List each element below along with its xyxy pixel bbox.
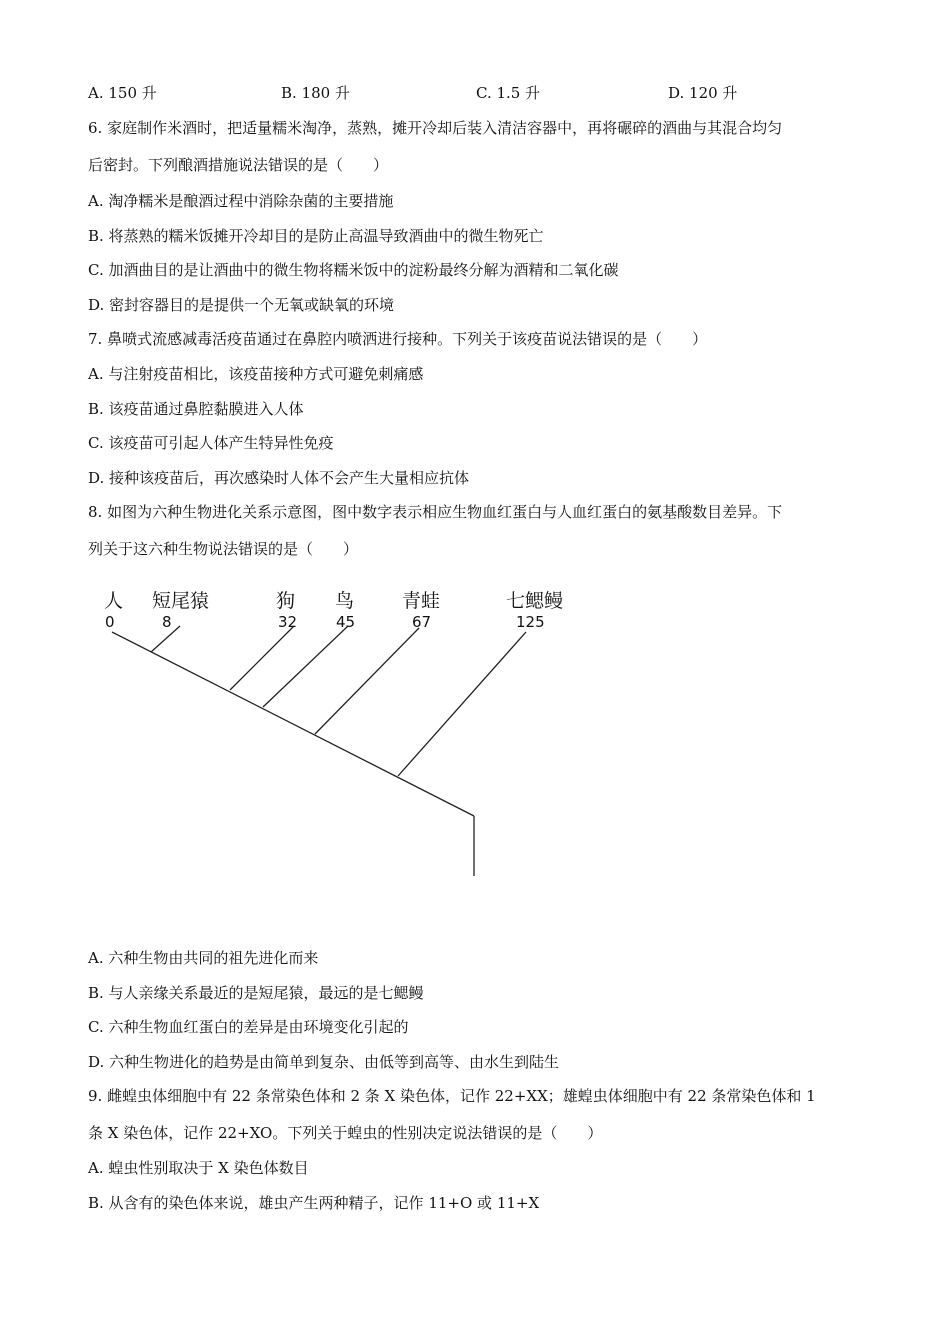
q8-option-b: B. 与人亲缘关系最近的是短尾猿，最远的是七鳃鳗 bbox=[88, 984, 424, 1002]
q7-option-b: B. 该疫苗通过鼻腔黏膜进入人体 bbox=[88, 400, 304, 418]
q9-stem-line2: 条 X 染色体，记作 22+XO。下列关于蝗虫的性别决定说法错误的是（ ） bbox=[88, 1124, 603, 1142]
q5-option-b: B. 180 升 bbox=[281, 84, 350, 102]
branch-frog bbox=[315, 628, 419, 734]
q9-option-a: A. 蝗虫性别取决于 X 染色体数目 bbox=[88, 1159, 309, 1177]
taxon-label-human: 人 bbox=[104, 590, 124, 612]
branch-dog bbox=[230, 626, 294, 690]
taxon-label-bird: 鸟 bbox=[335, 590, 355, 612]
diff-value-lamprey: 125 bbox=[516, 613, 545, 631]
q6-option-b: B. 将蒸熟的糯米饭摊开冷却目的是防止高温导致酒曲中的微生物死亡 bbox=[88, 227, 544, 245]
q8-stem-line2: 列关于这六种生物说法错误的是（ ） bbox=[88, 540, 359, 558]
q8-stem-line1: 8. 如图为六种生物进化关系示意图，图中数字表示相应生物血红蛋白与人血红蛋白的氨基酸数目差异。下 bbox=[88, 503, 783, 521]
taxon-label-dog: 狗 bbox=[276, 590, 296, 612]
taxon-label-macaque: 短尾猿 bbox=[152, 590, 210, 612]
q9-stem-line1: 9. 雌蝗虫体细胞中有 22 条常染色体和 2 条 X 染色体，记作 22+XX；雄蝗虫体细胞中有 22 条常染色体和 1 bbox=[88, 1087, 816, 1105]
q8-option-d: D. 六种生物进化的趋势是由简单到复杂、由低等到高等、由水生到陆生 bbox=[88, 1053, 560, 1071]
branch-macaque bbox=[151, 626, 180, 652]
q6-stem-line2: 后密封。下列酿酒措施说法错误的是（ ） bbox=[88, 156, 389, 174]
branch-bird bbox=[263, 626, 348, 707]
diff-value-macaque: 8 bbox=[162, 613, 172, 631]
q8-option-a: A. 六种生物由共同的祖先进化而来 bbox=[88, 949, 319, 967]
q7-option-a: A. 与注射疫苗相比，该疫苗接种方式可避免刺痛感 bbox=[88, 365, 424, 383]
diff-value-frog: 67 bbox=[412, 613, 432, 631]
q6-option-c: C. 加酒曲目的是让酒曲中的微生物将糯米饭中的淀粉最终分解为酒精和二氧化碳 bbox=[88, 261, 619, 279]
branch-lamprey bbox=[398, 632, 526, 776]
q6-option-d: D. 密封容器目的是提供一个无氧或缺氧的环境 bbox=[88, 296, 395, 314]
taxon-label-frog: 青蛙 bbox=[402, 590, 441, 612]
q6-stem-line1: 6. 家庭制作米酒时，把适量糯米淘净，蒸熟，摊开冷却后装入清洁容器中，再将碾碎的酒曲与其混合均匀 bbox=[88, 119, 783, 137]
diff-value-bird: 45 bbox=[336, 613, 356, 631]
q5-option-c: C. 1.5 升 bbox=[476, 84, 541, 102]
diff-value-human: 0 bbox=[105, 613, 115, 631]
q6-option-a: A. 淘净糯米是酿酒过程中消除杂菌的主要措施 bbox=[88, 192, 394, 210]
diff-value-dog: 32 bbox=[278, 613, 298, 631]
taxon-label-lamprey: 七鳃鳗 bbox=[506, 590, 564, 612]
main-trunk-branch bbox=[112, 632, 474, 816]
q9-option-b: B. 从含有的染色体来说，雄虫产生两种精子，记作 11+O 或 11+X bbox=[88, 1194, 540, 1212]
q7-option-d: D. 接种该疫苗后，再次感染时人体不会产生大量相应抗体 bbox=[88, 469, 470, 487]
q5-options bbox=[88, 82, 868, 102]
q7-stem: 7. 鼻喷式流感减毒活疫苗通过在鼻腔内喷洒进行接种。下列关于该疫苗说法错误的是（ ） bbox=[88, 330, 708, 348]
evolution-tree-figure bbox=[96, 580, 576, 880]
tree-branches bbox=[96, 580, 576, 880]
q5-option-d: D. 120 升 bbox=[668, 84, 738, 102]
q8-option-c: C. 六种生物血红蛋白的差异是由环境变化引起的 bbox=[88, 1018, 409, 1036]
q7-option-c: C. 该疫苗可引起人体产生特异性免疫 bbox=[88, 434, 334, 452]
q5-option-a: A. 150 升 bbox=[88, 84, 157, 102]
